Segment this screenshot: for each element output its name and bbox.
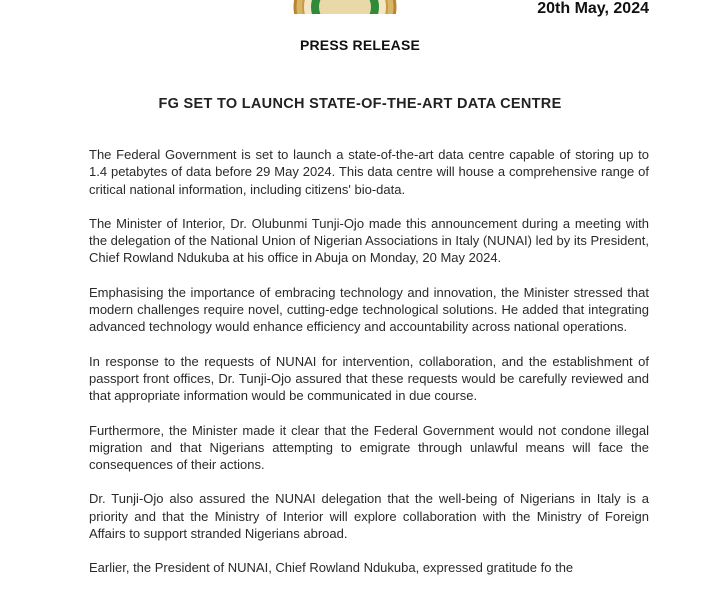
coat-of-arms-seal-icon [293,0,397,14]
release-date: 20th May, 2024 [537,0,649,17]
paragraph: Emphasising the importance of embracing technology and innovation, the Minister stressed that modern challenges require novel, cutting-edge technological solutions. He added that integrating advanced technology would enhance efficiency and accountability across national operations. [89,284,649,335]
paragraph: In response to the requests of NUNAI for intervention, collaboration, and the establishment of passport front offices, Dr. Tunji-Ojo assured that these requests would be carefully reviewed and that appropriate information would be communicated in due course. [89,353,649,404]
paragraph: Furthermore, the Minister made it clear that the Federal Government would not condone illegal migration and that Nigerians attempting to emigrate through unlawful means will face the consequences of their actions. [89,422,649,473]
paragraph: The Minister of Interior, Dr. Olubunmi Tunji-Ojo made this announcement during a meeting with the delegation of the National Union of Nigerian Associations in Italy (NUNAI) led by its President, Chief Rowland Ndukuba at his office in Abuja on Monday, 20 May 2024. [89,215,650,266]
headline: FG SET TO LAUNCH STATE-OF-THE-ART DATA CENTRE [158,96,562,112]
article-body [89,146,649,577]
paragraph: The Federal Government is set to launch a state-of-the-art data centre capable of storing up to 1.4 petabytes of data before 29 May 2024. This data centre will house a comprehensive range of critical national information, including citizens' bio-data. [89,147,649,197]
paragraph: Earlier, the President of NUNAI, Chief Rowland Ndukuba, expressed gratitude fo the [89,560,574,576]
paragraph: Dr. Tunji-Ojo also assured the NUNAI delegation that the well-being of Nigerians in Italy is a priority and that the Ministry of Interior will explore collaboration with the Ministry of Foreign Affairs to support stranded Nigerians abroad. [89,491,649,542]
press-release-label: PRESS RELEASE [299,37,421,53]
